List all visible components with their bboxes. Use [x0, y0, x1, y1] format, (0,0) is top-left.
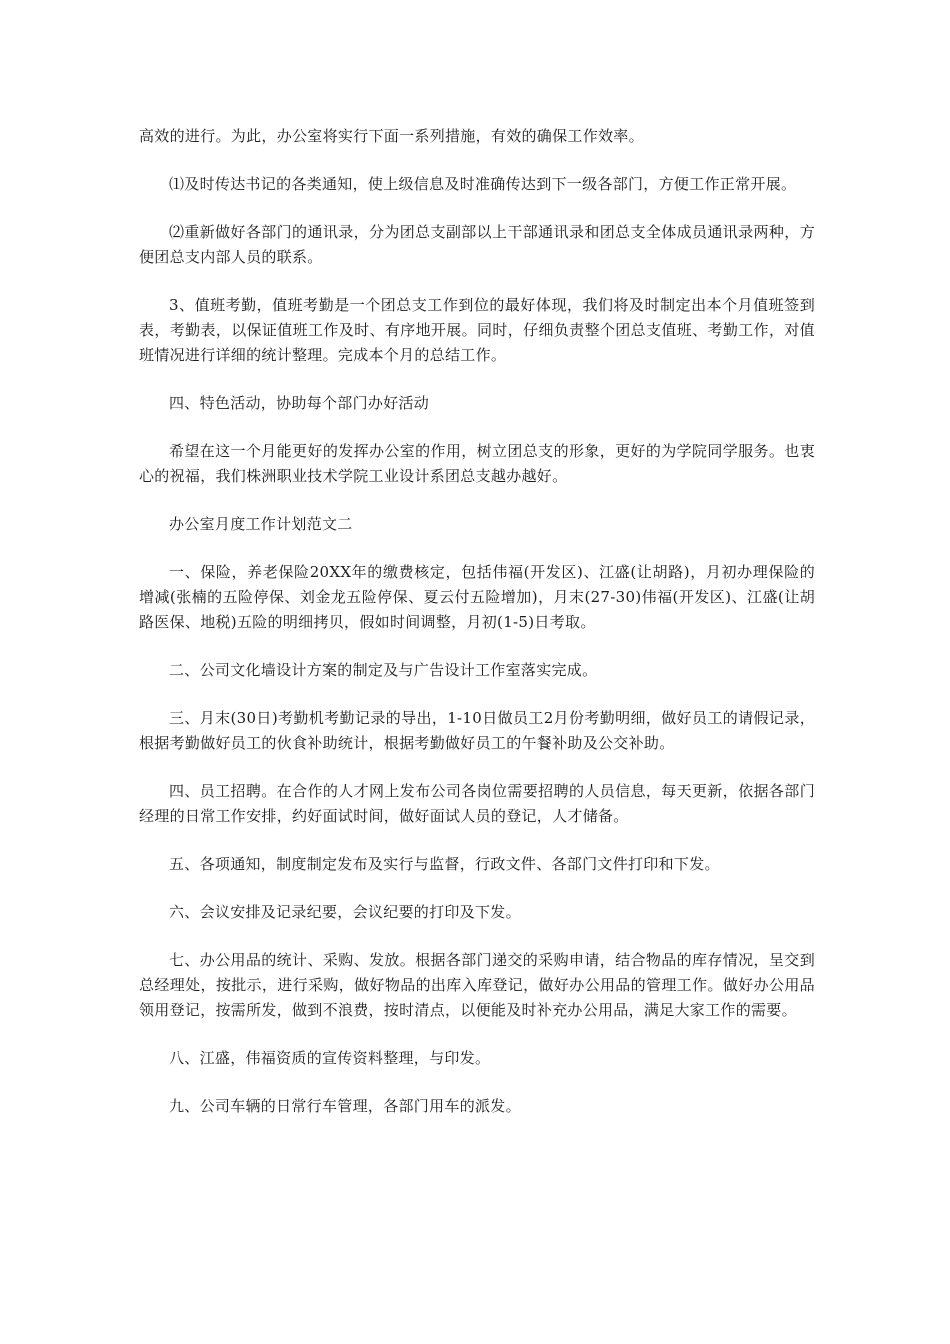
- paragraph: ⑵重新做好各部门的通讯录，分为团总支副部以上干部通讯录和团总支全体成员通讯录两种，方便团总支内部人员的联系。: [139, 223, 815, 266]
- paragraph: 八、江盛，伟福资质的宣传资料整理，与印发。: [169, 1049, 491, 1067]
- paragraph: 希望在这一个月能更好的发挥办公室的作用，树立团总支的形象，更好的为学院同学服务。也衷心的祝福，我们株洲职业技术学院工业设计系团总支越办越好。: [139, 442, 815, 485]
- paragraph: ⑴及时传达书记的各类通知，使上级信息及时准确传达到下一级各部门，方便工作正常开展。: [169, 175, 797, 193]
- paragraph: 四、员工招聘。在合作的人才网上发布公司各岗位需要招聘的人员信息，每天更新，依据各部门经理的日常工作安排，约好面试时间，做好面试人员的登记，人才储备。: [139, 782, 815, 825]
- paragraph: 二、公司文化墙设计方案的制定及与广告设计工作室落实完成。: [169, 661, 598, 679]
- paragraph: 九、公司车辆的日常行车管理，各部门用车的派发。: [169, 1097, 521, 1115]
- paragraph: 高效的进行。为此，办公室将实行下面一系列措施，有效的确保工作效率。: [139, 127, 644, 145]
- paragraph: 五、各项通知，制度制定发布及实行与监督，行政文件、各部门文件打印和下发。: [169, 855, 720, 873]
- paragraph: 四、特色活动，协助每个部门办好活动: [169, 394, 430, 412]
- paragraph: 七、办公用品的统计、采购、发放。根据各部门递交的采购申请，结合物品的库存情况，呈交到总经理处，按批示，进行采购，做好物品的出库入库登记，做好办公用品的管理工作。做好办公用品领用登记，按需所发，做到不浪费，按时清点，以便能及时补充办公用品，满足大家工作的需要。: [139, 951, 815, 1019]
- document-body: [139, 124, 815, 1119]
- paragraph: 六、会议安排及记录纪要，会议纪要的打印及下发。: [169, 903, 521, 921]
- paragraph: 一、保险，养老保险20XX年的缴费核定，包括伟福(开发区)、江盛(让胡路)，月初办理保险的增减(张楠的五险停保、刘金龙五险停保、夏云付五险增加)，月末(27-30)伟福(开发区)、江盛(让胡路医保、地税)五险的明细拷贝，假如时间调整，月初(1-5)日考取。: [139, 563, 815, 631]
- paragraph: 办公室月度工作计划范文二: [169, 515, 353, 533]
- paragraph: 3、值班考勤，值班考勤是一个团总支工作到位的最好体现，我们将及时制定出本个月值班签到表，考勤表，以保证值班工作及时、有序地开展。同时，仔细负责整个团总支值班、考勤工作，对值班情况进行详细的统计整理。完成本个月的总结工作。: [139, 296, 815, 364]
- paragraph: 三、月末(30日)考勤机考勤记录的导出，1-10日做员工2月份考勤明细，做好员工的请假记录，根据考勤做好员工的伙食补助统计，根据考勤做好员工的午餐补助及公交补助。: [139, 709, 815, 752]
